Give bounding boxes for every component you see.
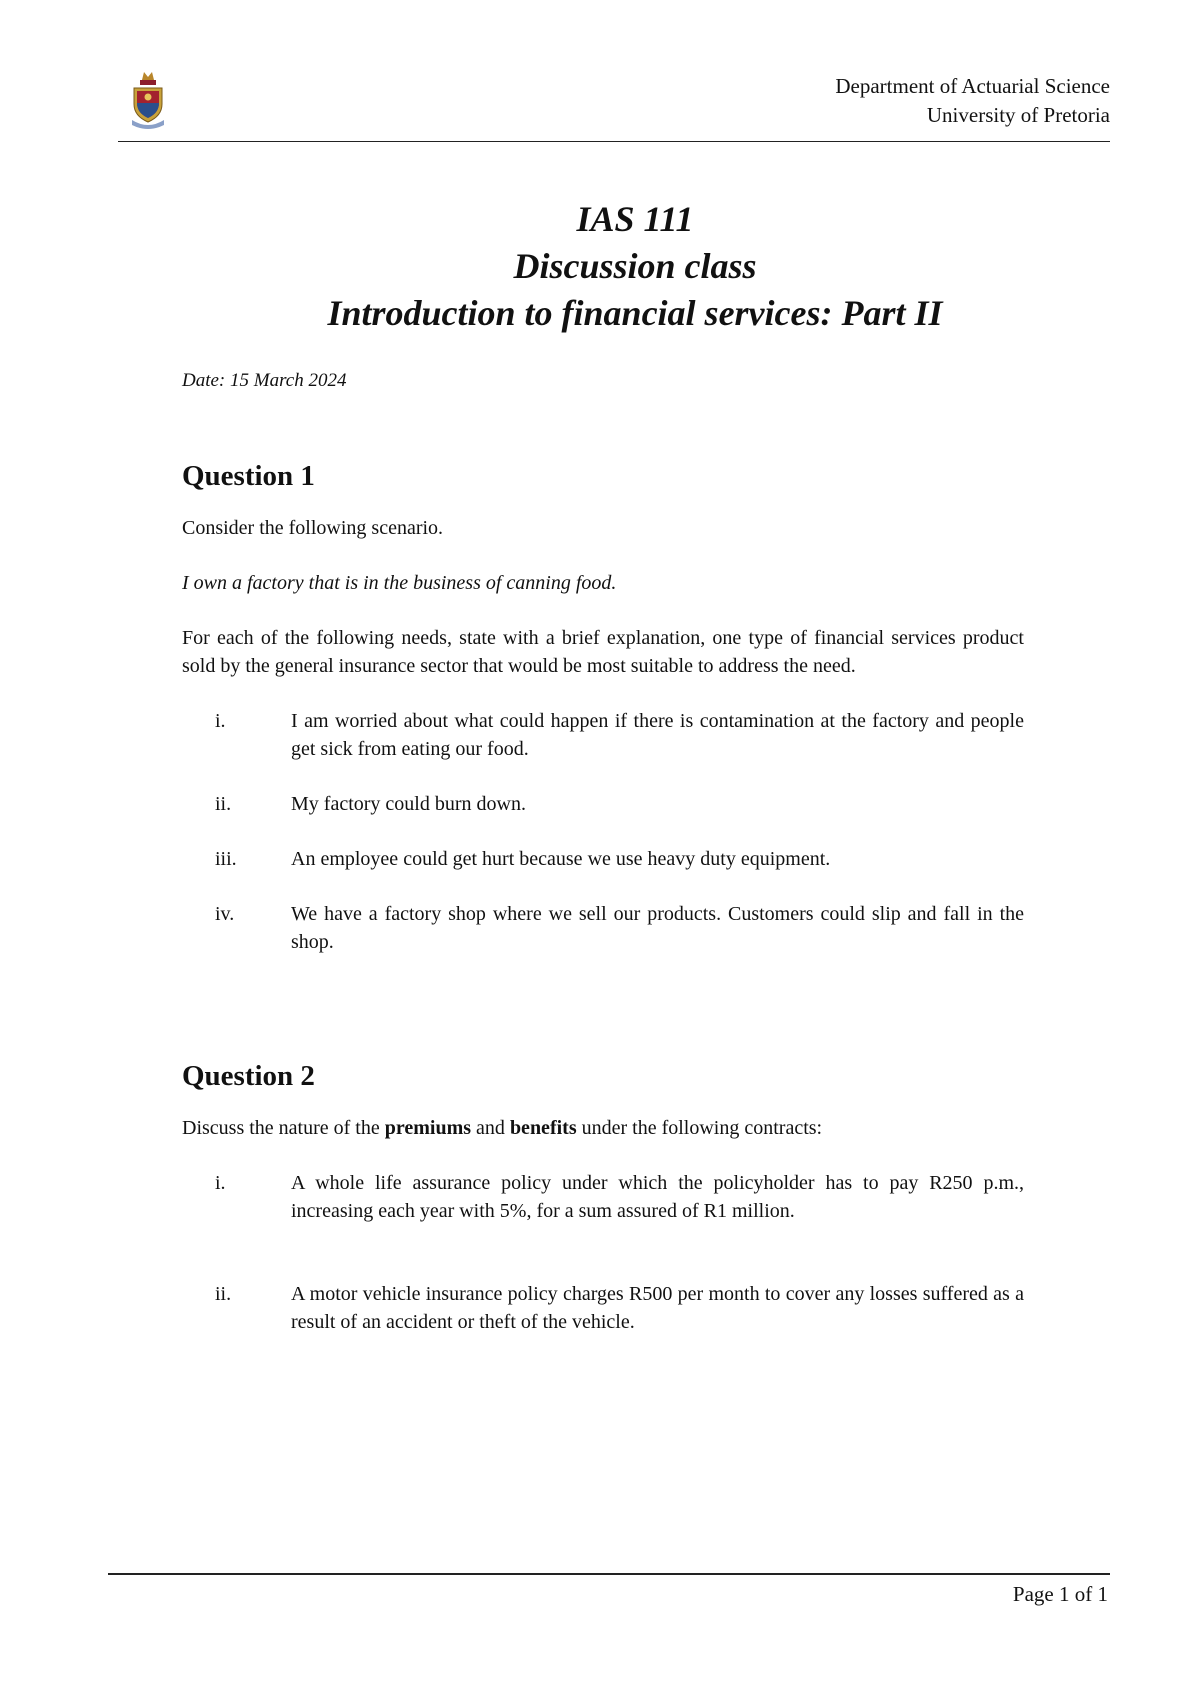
item-text: We have a factory shop where we sell our products. Customers could slip and fall in the shop. [291,903,1024,953]
question-1-scenario: I own a factory that is in the business of canning food. [182,572,617,594]
item-number: ii. [215,1283,232,1305]
document-date: Date: 15 March 2024 [182,370,347,391]
topic-title: Introduction to financial services: Part II [327,293,943,333]
question-1-heading: Question 1 [182,460,315,492]
list-item [182,1169,1024,1225]
item-text: A whole life assurance policy under which the policyholder has to pay R250 p.m., increasing each year with 5%, for a sum assured of R1 million. [291,1172,1024,1222]
question-2-heading: Question 2 [182,1060,315,1092]
session-title: Discussion class [513,246,757,286]
list-item [182,790,1024,818]
document-title [0,196,1200,337]
item-number: ii. [215,793,232,815]
list-item [182,900,1024,956]
question-1-intro: Consider the following scenario. [182,517,444,539]
item-number: iv. [215,903,235,925]
question-1-list [182,707,1024,956]
item-text: An employee could get hurt because we use heavy duty equipment. [291,848,831,870]
item-number: i. [215,1172,226,1194]
university-name: University of Pretoria [926,103,1110,127]
list-item [182,1280,1024,1336]
benefits-term: benefits [509,1117,577,1139]
item-text: A motor vehicle insurance policy charges R500 per month to cover any losses suffered as a result of an accident or theft of the vehicle. [291,1283,1024,1333]
question-2-intro [182,1114,1024,1142]
university-crest-icon [128,70,168,132]
list-item [182,707,1024,763]
document-body [182,456,1024,1336]
course-code: IAS 111 [576,199,694,239]
item-number: i. [215,710,226,732]
item-text: I am worried about what could happen if there is contamination at the factory and people get sick from eating our food. [291,710,1024,760]
premiums-term: premiums [384,1117,472,1139]
department-header [835,72,1110,130]
footer-divider [108,1573,1110,1575]
question-1-instruction: For each of the following needs, state with a brief explanation, one type of financial services product sold by the general insurance sector that would be most suitable to address the need. [182,627,1024,677]
question-2-list [182,1169,1024,1336]
page-number: Page 1 of 1 [1012,1582,1108,1606]
department-name: Department of Actuarial Science [835,74,1110,98]
intro-text: and [471,1117,510,1139]
item-text: My factory could burn down. [291,793,526,815]
item-number: iii. [215,848,237,870]
intro-text: under the following contracts: [576,1117,823,1139]
list-item [182,845,1024,873]
header-divider [118,141,1110,142]
intro-text: Discuss the nature of the [182,1117,385,1139]
